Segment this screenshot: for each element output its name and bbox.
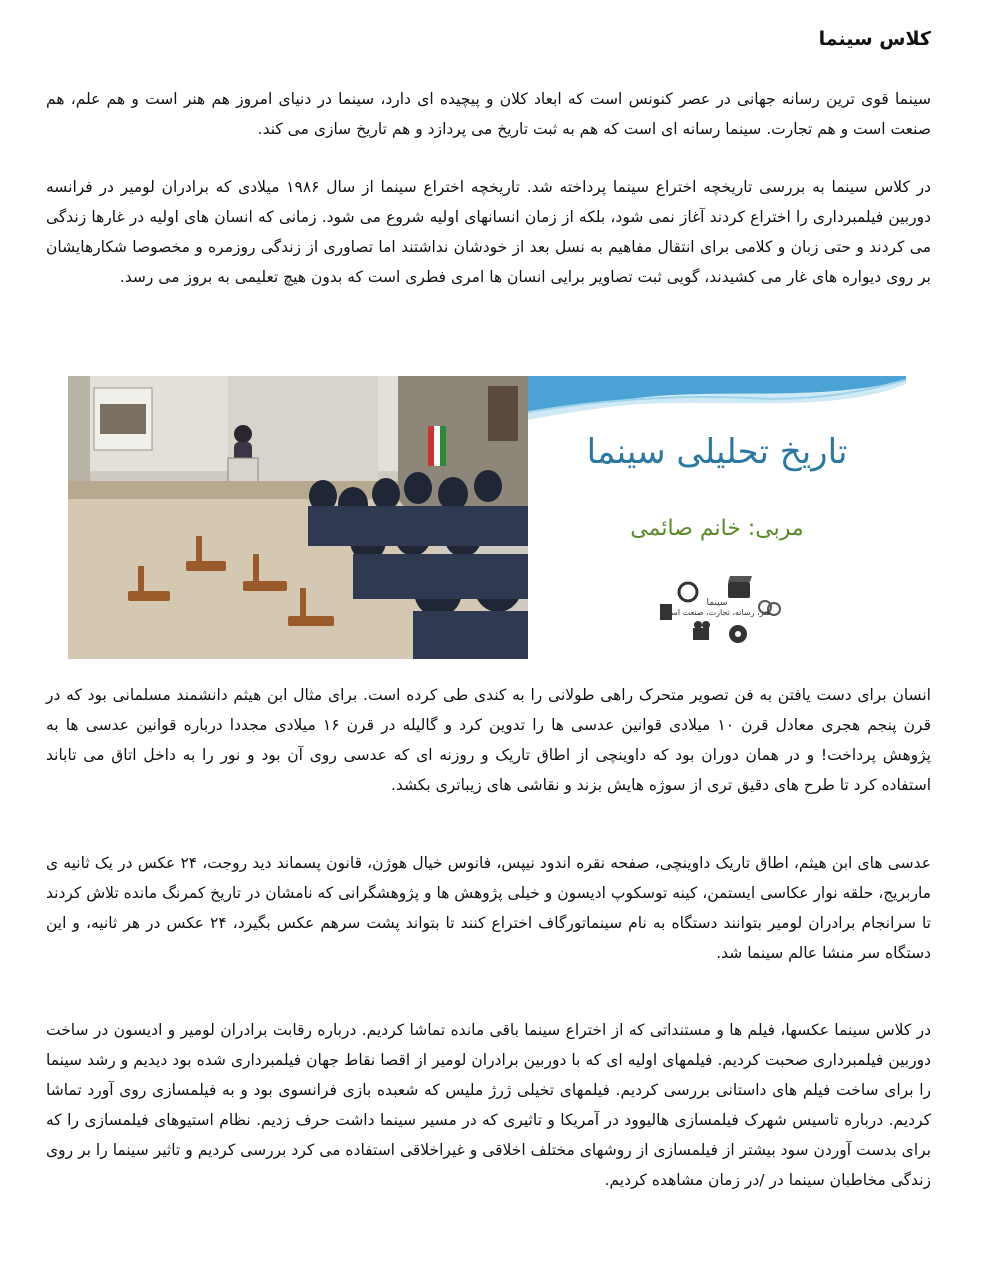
image-row [68,376,906,659]
slide-title: تاریخ تحلیلی سینما [586,432,848,472]
classroom-photo [68,376,528,659]
paragraph-inventors: عدسی های ابن هیثم، اطاق تاریک داوینچی، صفحه نقره اندود نیپس، فانوس خیال هوژن، قانون پسماند دید روجت، ۲۴ عکس در یک ثانیه ی ماربریج، حلقه نوار عکاسی ایستمن، کینه توسکوپ ادیسون و خیلی پژوهش ها و پژوهشگرانی که نامشان در تاریخ کمرنگ مانده تلاش کردند تا سرانجام برادران لومیر بتوانند دستگاه به نام سینماتورگاف اختراع کنند تا بتواند پشت سرهم عکس بگیرد، ۲۴ عکس در هر ثانیه، و این دستگاه سر منشا عالم سینما شد. [46,854,932,962]
classroom-illustration [68,376,528,659]
paragraph-intro: سینما قوی ترین رسانه جهانی در عصر کنونس است که ابعاد کلان و پیچیده ای دارد، سینما در دنیای امروز هم هنر است و هم علم، هم صنعت است و هم تجارت. سینما رسانه ای است که هم به ثبت تاریخ می پردازد و هم تاریخ سازی می کند. [46,90,931,138]
paragraph-class-activities: در کلاس سینما عکسها، فیلم ها و مستنداتی که از اختراع سینما باقی مانده تماشا کردیم. درباره رقابت برادران لومیر و ادیسون در ساخت دوربین فیلمبرداری صحبت کردیم. فیلمهای اولیه ای که با دوربین برادران لومیر از اقصا نقاط جهان فیلمبرداری شده بود دیدیم و رشد سینما را برای ساخت فیلم های داستانی بررسی کردیم. فیلمهای تخیلی ژرژ ملیس که شعبده بازی فرانسوی بود و به فیلمسازی روی آورد تماشا کردیم. درباره تاسیس شهرک فیلمسازی هالیوود در آمریکا و تاثیری که در مسیر سینما داشت حرف زدیم. نظام استیوهای فیلمسازی را که برای بدست آوردن سود بیشتر از فیلمسازی از روشهای مختلف اخلاقی و غیراخلاقی استفاده می کرد بررسی کردیم و تاثیر سینما را بر روی زندگی مخاطبان سینما در /در زمان مشاهده کردیم. [46,1021,931,1189]
slide-caption [528,598,906,617]
slide-instructor: مربی: خانم صائمی [630,516,804,541]
paragraph-lenses: انسان برای دست یافتن به فن تصویر متحرک راهی طولانی را به کندی طی کرده است. برای مثال ابن هیثم دانشمند مسلمانی بود که در قرن پنجم هجری معادل قرن ۱۰ میلادی قوانین عدسی ها را تدوین کرد و گالیله در قرن ۱۶ میلادی مجددا درباره قوانین عدسی ها به پژوهش پرداخت! و در همان دوران بود که داوینچی از اطاق تاریک و روزنه ای که عدسی روی آن بود و نور را به داخل اتاق می تاباند استفاده کرد تا طرح های دقیق تری از سوژه هایش بزند و نقاشی های زیباتری بکشد. [46,686,932,794]
course-slide [528,376,906,659]
slide-caption-line1: سینما [706,598,728,608]
page-title: کلاس سینما [818,28,931,50]
slide-caption-line2: هنر، رسانه، تجارت، صنعت است [663,608,771,617]
paragraph-history: در کلاس سینما به بررسی تاریخچه اختراع سینما پرداخته شد. تاریخچه اختراع سینما از سال ۱۹۸۶ میلادی که برادران لومیر در فرانسه دوربین فیلمبرداری را اختراع کردند آغاز نمی شود، بلکه از زمان انسانهای اولیه شروع می شود. زمانی که انسان های اولیه در غارها زندگی می کردند و حتی زبان و کلامی برای انتقال مفاهیم به نسل بعد از خودشان نداشتند اما تصاوری از زندگی روزمره و مخصوصا شکارهایشان بر روی دیواره های غار می کشیدند، گویی ثبت تصاویر برایی انسان ها امری فطری است که بدون هیچ تعلیمی به بروز می رسد. [46,178,931,286]
